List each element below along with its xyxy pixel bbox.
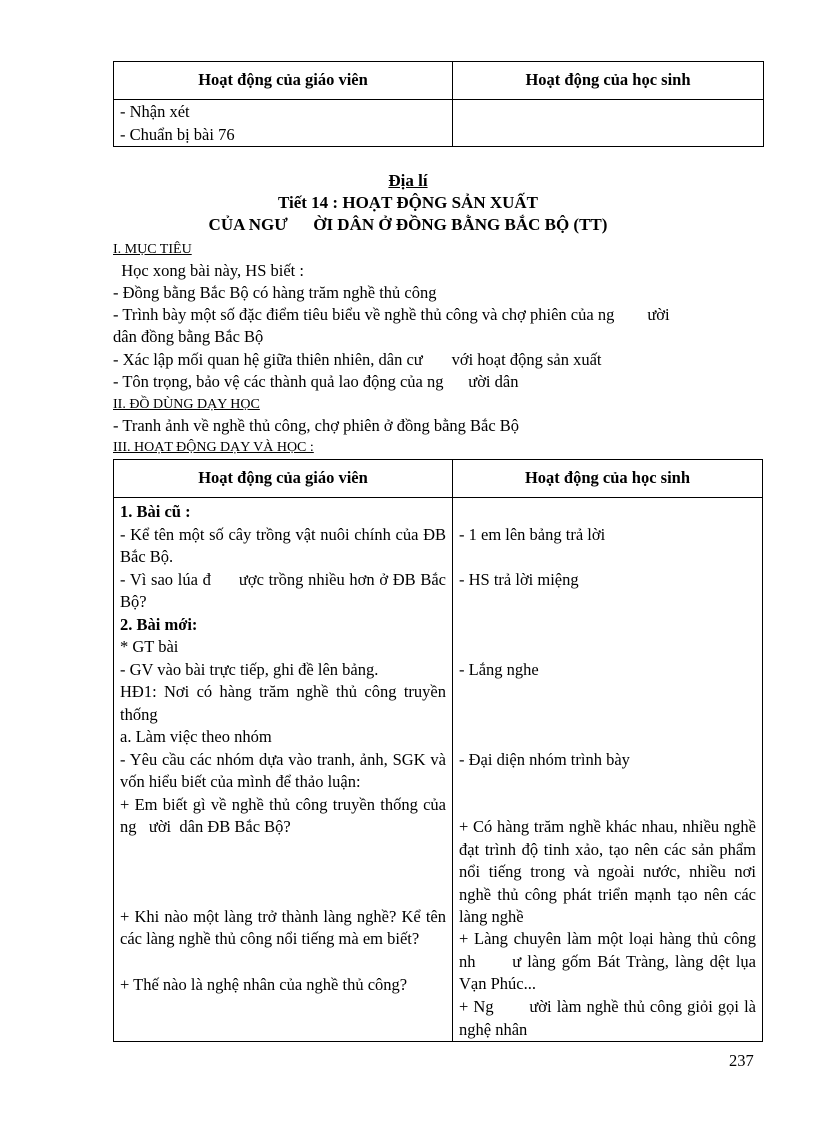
student-column-header: Hoạt động của học sinh	[453, 62, 764, 100]
teacher-row: + Em biết gì về nghề thủ công truyền thống của ng ười dân ĐB Bắc Bộ?	[120, 794, 451, 836]
teacher-cell	[114, 100, 453, 147]
teacher-row: - Kể tên một số cây trồng vật nuôi chính của ĐB Bắc Bộ.	[120, 524, 446, 566]
student-row	[459, 501, 756, 524]
teacher-row: * GT bài	[120, 637, 179, 656]
student-row	[459, 681, 756, 726]
teacher-row: HĐ1: Nơi có hàng trăm nghề thủ công truyền thống	[120, 682, 446, 724]
objective-line: - Xác lập mối quan hệ giữa thiên nhiên, dân cư với hoạt động sản xuất	[113, 350, 602, 369]
teacher-row: 1. Bài cũ :	[120, 502, 191, 521]
activities-table	[113, 459, 763, 1042]
teacher-line: - Chuẩn bị bài 76	[120, 124, 235, 144]
student-row: + Làng chuyên làm một loại hàng thủ công nh ư làng gốm Bát Tràng, làng dệt lụa Vạn Phúc...	[459, 929, 761, 993]
teacher-activities-cell	[114, 498, 453, 1042]
teacher-row: 2. Bài mới:	[120, 614, 198, 634]
student-row: - HS trả lời miệng	[459, 569, 579, 589]
student-row: - 1 em lên bảng trả lời	[459, 524, 606, 544]
student-row: - Đại diện nhóm trình bày	[459, 749, 630, 769]
lesson-title-line2: CỦA NGƯ ỜI DÂN Ở ĐỒNG BẰNG BẮC BỘ (TT)	[208, 215, 608, 234]
materials-line: - Tranh ảnh về nghề thủ công, chợ phiên ở đồng bằng Bắc Bộ	[113, 416, 520, 435]
student-activities-cell	[453, 498, 763, 1042]
subject-title: Địa lí	[388, 171, 428, 190]
objective-line: Học xong bài này, HS biết :	[113, 261, 304, 280]
teacher-row: + Khi nào một làng trở thành làng nghề? Kể tên các làng nghề thủ công nổi tiếng mà em biết?	[120, 906, 446, 948]
teacher-row: a. Làm việc theo nhóm	[120, 727, 272, 746]
student-row	[459, 726, 756, 749]
student-row: + Ng ười làm nghề thủ công giỏi gọi là nghệ nhân	[459, 997, 761, 1039]
objective-line: - Tôn trọng, bảo vệ các thành quả lao động của ng ười dân	[113, 372, 519, 391]
student-row	[459, 636, 756, 659]
teacher-row: - Yêu cầu các nhóm dựa vào tranh, ảnh, SGK và vốn hiểu biết của mình để thảo luận:	[120, 749, 446, 791]
teacher-line: - Nhận xét	[120, 102, 190, 121]
teacher-row: + Thế nào là nghệ nhân của nghề thủ công?	[120, 974, 408, 994]
section-materials-heading: II. ĐỒ DÙNG DẠY HỌC	[113, 397, 260, 412]
section-objectives-heading: I. MỤC TIÊU	[113, 242, 192, 257]
student-row: - Lắng nghe	[459, 659, 539, 679]
objective-line: - Trình bày một số đặc điểm tiêu biểu về nghề thủ công và chợ phiên của ng ười	[113, 305, 670, 324]
teacher-row: - Vì sao lúa đ ược trồng nhiều hơn ở ĐB Bắc Bộ?	[120, 569, 451, 611]
page-number: 237	[729, 1051, 754, 1070]
section-activities-heading: III. HOẠT ĐỘNG DẠY VÀ HỌC :	[113, 440, 314, 455]
student-column-header: Hoạt động của học sinh	[453, 460, 763, 498]
teacher-row: - GV vào bài trực tiếp, ghi đề lên bảng.	[120, 659, 379, 679]
student-cell	[453, 100, 764, 147]
previous-activity-table	[113, 61, 764, 147]
lesson-title-line1: Tiết 14 : HOẠT ĐỘNG SẢN XUẤT	[277, 193, 539, 212]
student-row	[459, 614, 756, 637]
teacher-column-header: Hoạt động của giáo viên	[114, 62, 453, 100]
student-row: + Có hàng trăm nghề khác nhau, nhiều nghề đạt trình độ tinh xảo, tạo nên các sản phẩm nổi tiếng trong và ngoài nước, nhiều nơi nghề thủ công phát triển mạnh tạo nên các làng nghề	[459, 817, 756, 926]
objective-line: dân đồng bằng Bắc Bộ	[113, 327, 264, 346]
objective-line: - Đồng bằng Bắc Bộ có hàng trăm nghề thủ công	[113, 283, 437, 302]
teacher-column-header: Hoạt động của giáo viên	[114, 460, 453, 498]
